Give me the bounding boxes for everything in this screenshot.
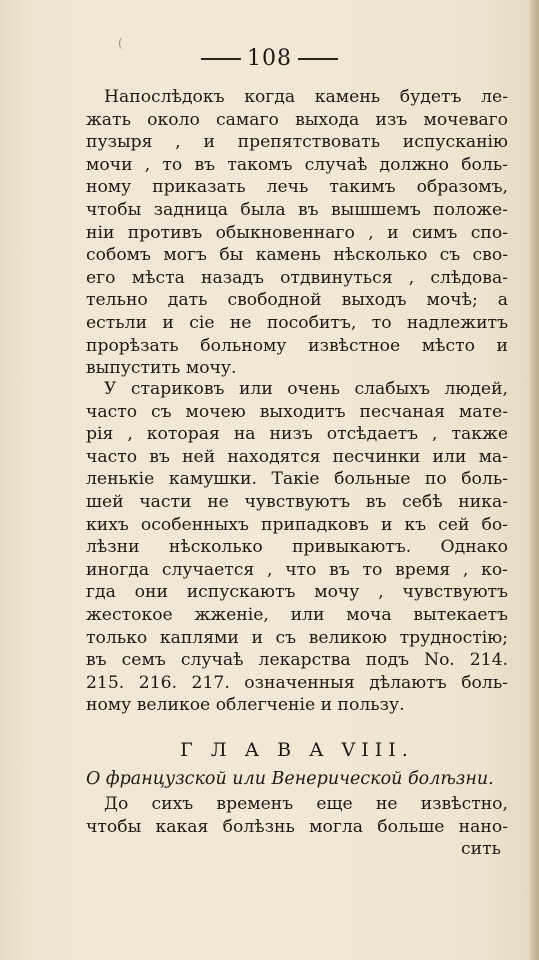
text-line: ленькіе камушки. Такіе больные по боль- <box>86 469 508 490</box>
text-line: ніи противъ обыкновеннаго , и симъ спо- <box>86 222 508 243</box>
page-number-dash-right <box>298 58 338 60</box>
paragraph-stone-position <box>86 86 508 380</box>
chapter-title: О французской или Венерической болѣзни. <box>86 769 494 789</box>
text-line: собомъ могъ бы камень нѣсколько съ сво- <box>86 245 508 266</box>
page-number: 108 <box>247 46 292 71</box>
text-line: 215. 216. 217. означенныя дѣлаютъ боль- <box>86 672 508 693</box>
text-line: выпустить мочу. <box>86 358 237 379</box>
text-line: прорѣзать больному извѣстное мѣсто и <box>86 335 508 356</box>
text-line: ному приказать лечь такимъ образомъ, <box>86 177 508 198</box>
text-line: его мѣста назадъ отдвинуться , слѣдова- <box>86 267 508 288</box>
text-line: тельно дать свободной выходъ мочѣ; а <box>86 290 508 311</box>
text-line: лѣзни нѣсколько привыкаютъ. Однако <box>86 537 508 558</box>
text-line: пузыря , и препятствовать испусканію <box>86 132 508 153</box>
text-line: жать около самаго выхода изъ мочеваго <box>86 109 508 130</box>
text-line: жестокое жженіе, или моча вытекаетъ <box>86 604 508 625</box>
text-line: Напослѣдокъ когда камень будетъ ле- <box>104 87 508 107</box>
page-edge <box>530 0 539 960</box>
paragraph-chapter-opening <box>86 793 508 838</box>
text-line: гда они испускаютъ мочу , чувствуютъ <box>86 582 508 603</box>
page-number-dash-left <box>201 58 241 60</box>
text-line: только каплями и съ великою трудностію; <box>86 627 508 648</box>
text-line: ному великое облегченіе и пользу. <box>86 695 405 716</box>
text-line: иногда случается , что въ то время , ко- <box>86 559 508 580</box>
text-line: рія , которая на низъ отсѣдаетъ , также <box>86 424 508 445</box>
paragraph-elderly-patients <box>86 378 508 717</box>
text-line: У стариковъ или очень слабыхъ людей, <box>104 379 508 399</box>
text-line: До сихъ временъ еще не извѣстно, <box>104 794 508 814</box>
text-line: въ семъ случаѣ лекарства подъ No. 214. <box>86 650 508 671</box>
text-line: часто съ мочею выходитъ песчаная мате- <box>86 401 508 422</box>
catchword: сить <box>461 839 501 859</box>
text-line: естьли и сіе не пособитъ, то надлежитъ <box>86 312 508 333</box>
page-number-header <box>0 46 539 72</box>
pencil-mark: ( <box>118 36 123 50</box>
text-line: шей части не чувствуютъ въ себѣ ника- <box>86 491 508 512</box>
chapter-heading: Г Л А В А VIII. <box>180 739 414 761</box>
text-line: кихъ особенныхъ припадковъ и къ сей бо- <box>86 514 508 535</box>
text-line: мочи , то въ такомъ случаѣ должно боль- <box>86 154 508 175</box>
text-line: часто въ ней находятся песчинки или ма- <box>86 446 508 467</box>
text-line: чтобы задница была въ вышшемъ положе- <box>86 199 508 220</box>
text-line: чтобы какая болѣзнь могла больше нано- <box>86 816 508 837</box>
